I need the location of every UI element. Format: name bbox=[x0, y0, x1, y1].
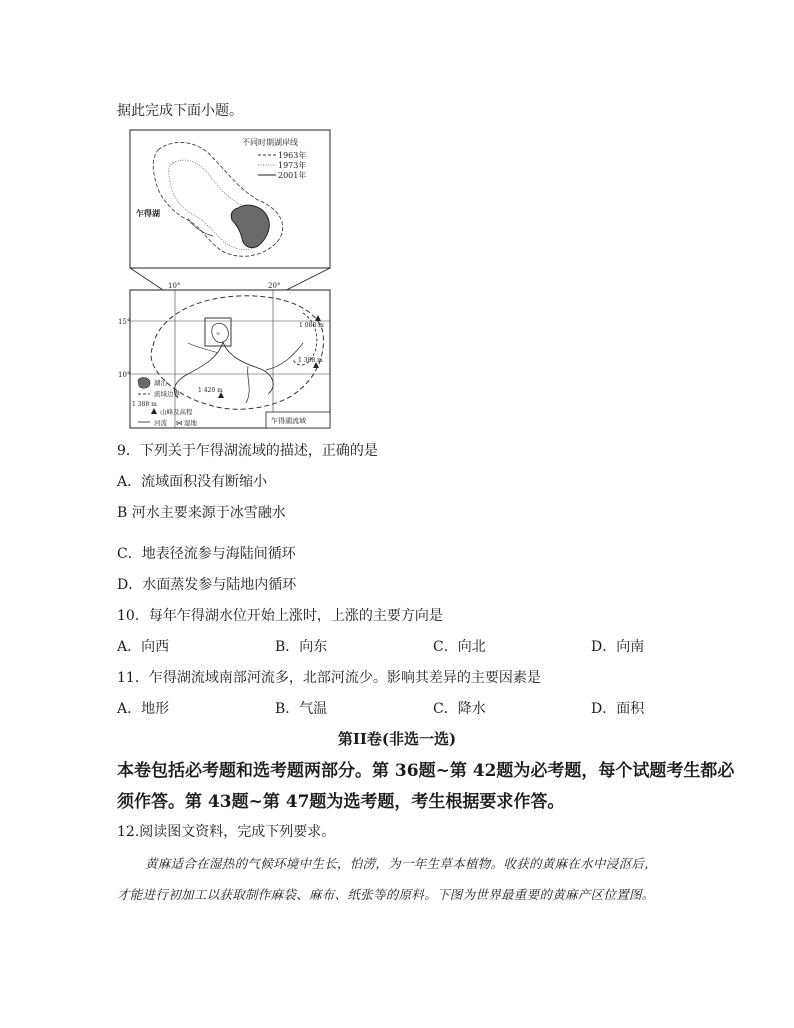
svg-text:湿地: 湿地 bbox=[184, 419, 197, 427]
svg-text:2001年: 2001年 bbox=[278, 171, 307, 180]
q10-option-a: A．向西 bbox=[117, 639, 170, 655]
q10-option-b: B．向东 bbox=[275, 639, 328, 655]
svg-text:10°: 10° bbox=[168, 282, 181, 290]
q11-option-b: B．气温 bbox=[275, 701, 328, 717]
svg-text:15°: 15° bbox=[118, 318, 131, 326]
elevation-1388-east: 1 388 m bbox=[298, 357, 323, 364]
svg-text:1973年: 1973年 bbox=[278, 161, 307, 170]
q11-stem: 11．乍得湖流域南部河流多，北部河流少。影响其差异的主要因素是 bbox=[117, 670, 541, 686]
q11-option-a: A．地形 bbox=[117, 701, 170, 717]
basin-label: 乍得湖流域 bbox=[271, 417, 306, 425]
q12-stem: 12.阅读图文资料，完成下列要求。 bbox=[117, 824, 336, 840]
svg-text:20°: 20° bbox=[268, 282, 281, 290]
q12-material-line2: 才能进行初加工以获取制作麻袋、麻布、纸张等的原料。下图为世界最重要的黄麻产区位置图。 bbox=[117, 887, 655, 902]
svg-text:⋈: ⋈ bbox=[176, 419, 183, 427]
q12-material-line1: 黄麻适合在湿热的气候环境中生长，怕涝，为一年生草本植物。收获的黄麻在水中浸沤后， bbox=[145, 856, 658, 871]
section-desc-line1: 本卷包括必考题和选考题两部分。第 36题~第 42题为必考题，每个试题考生都必 bbox=[117, 761, 735, 781]
q9-option-c: C．地表径流参与海陆间循环 bbox=[117, 546, 296, 562]
q10-option-d: D．向南 bbox=[591, 639, 645, 655]
section-title: 第II卷(非选一选) bbox=[337, 730, 457, 748]
section-desc-line2: 须作答。第 43题~第 47题为选考题，考生根据要求作答。 bbox=[117, 792, 565, 812]
svg-text:湖泊: 湖泊 bbox=[154, 379, 167, 387]
q9-option-a: A．流域面积没有断缩小 bbox=[117, 474, 268, 490]
q10-option-c: C．向北 bbox=[433, 639, 486, 655]
inset-lake-label: 乍得湖 bbox=[136, 208, 160, 218]
elevation-1420: 1 420 m bbox=[198, 387, 223, 394]
q11-option-d: D．面积 bbox=[591, 701, 645, 717]
q11-option-c: C．降水 bbox=[433, 701, 486, 717]
q10-stem: 10．每年乍得湖水位开始上涨时，上涨的主要方向是 bbox=[117, 608, 443, 624]
svg-text:1 388 m: 1 388 m bbox=[132, 401, 157, 408]
chad-lake-map-figure bbox=[118, 128, 338, 432]
svg-text:10°: 10° bbox=[118, 371, 131, 379]
svg-text:山峰及高程: 山峰及高程 bbox=[160, 408, 193, 416]
inset-legend-title: 不同时期湖岸线 bbox=[242, 138, 298, 147]
elevation-1088: 1 088 m bbox=[299, 322, 324, 329]
q9-option-d: D．水面蒸发参与陆地内循环 bbox=[117, 577, 297, 593]
svg-text:1963年: 1963年 bbox=[278, 151, 307, 160]
q9-option-b: B 河水主要来源于冰雪融水 bbox=[117, 505, 286, 521]
svg-text:河流: 河流 bbox=[154, 419, 167, 427]
svg-text:流域边界: 流域边界 bbox=[154, 390, 180, 398]
q9-stem: 9．下列关于乍得湖流域的描述，正确的是 bbox=[117, 443, 378, 459]
intro-text: 据此完成下面小题。 bbox=[117, 103, 243, 119]
svg-text:≈: ≈ bbox=[216, 331, 221, 337]
